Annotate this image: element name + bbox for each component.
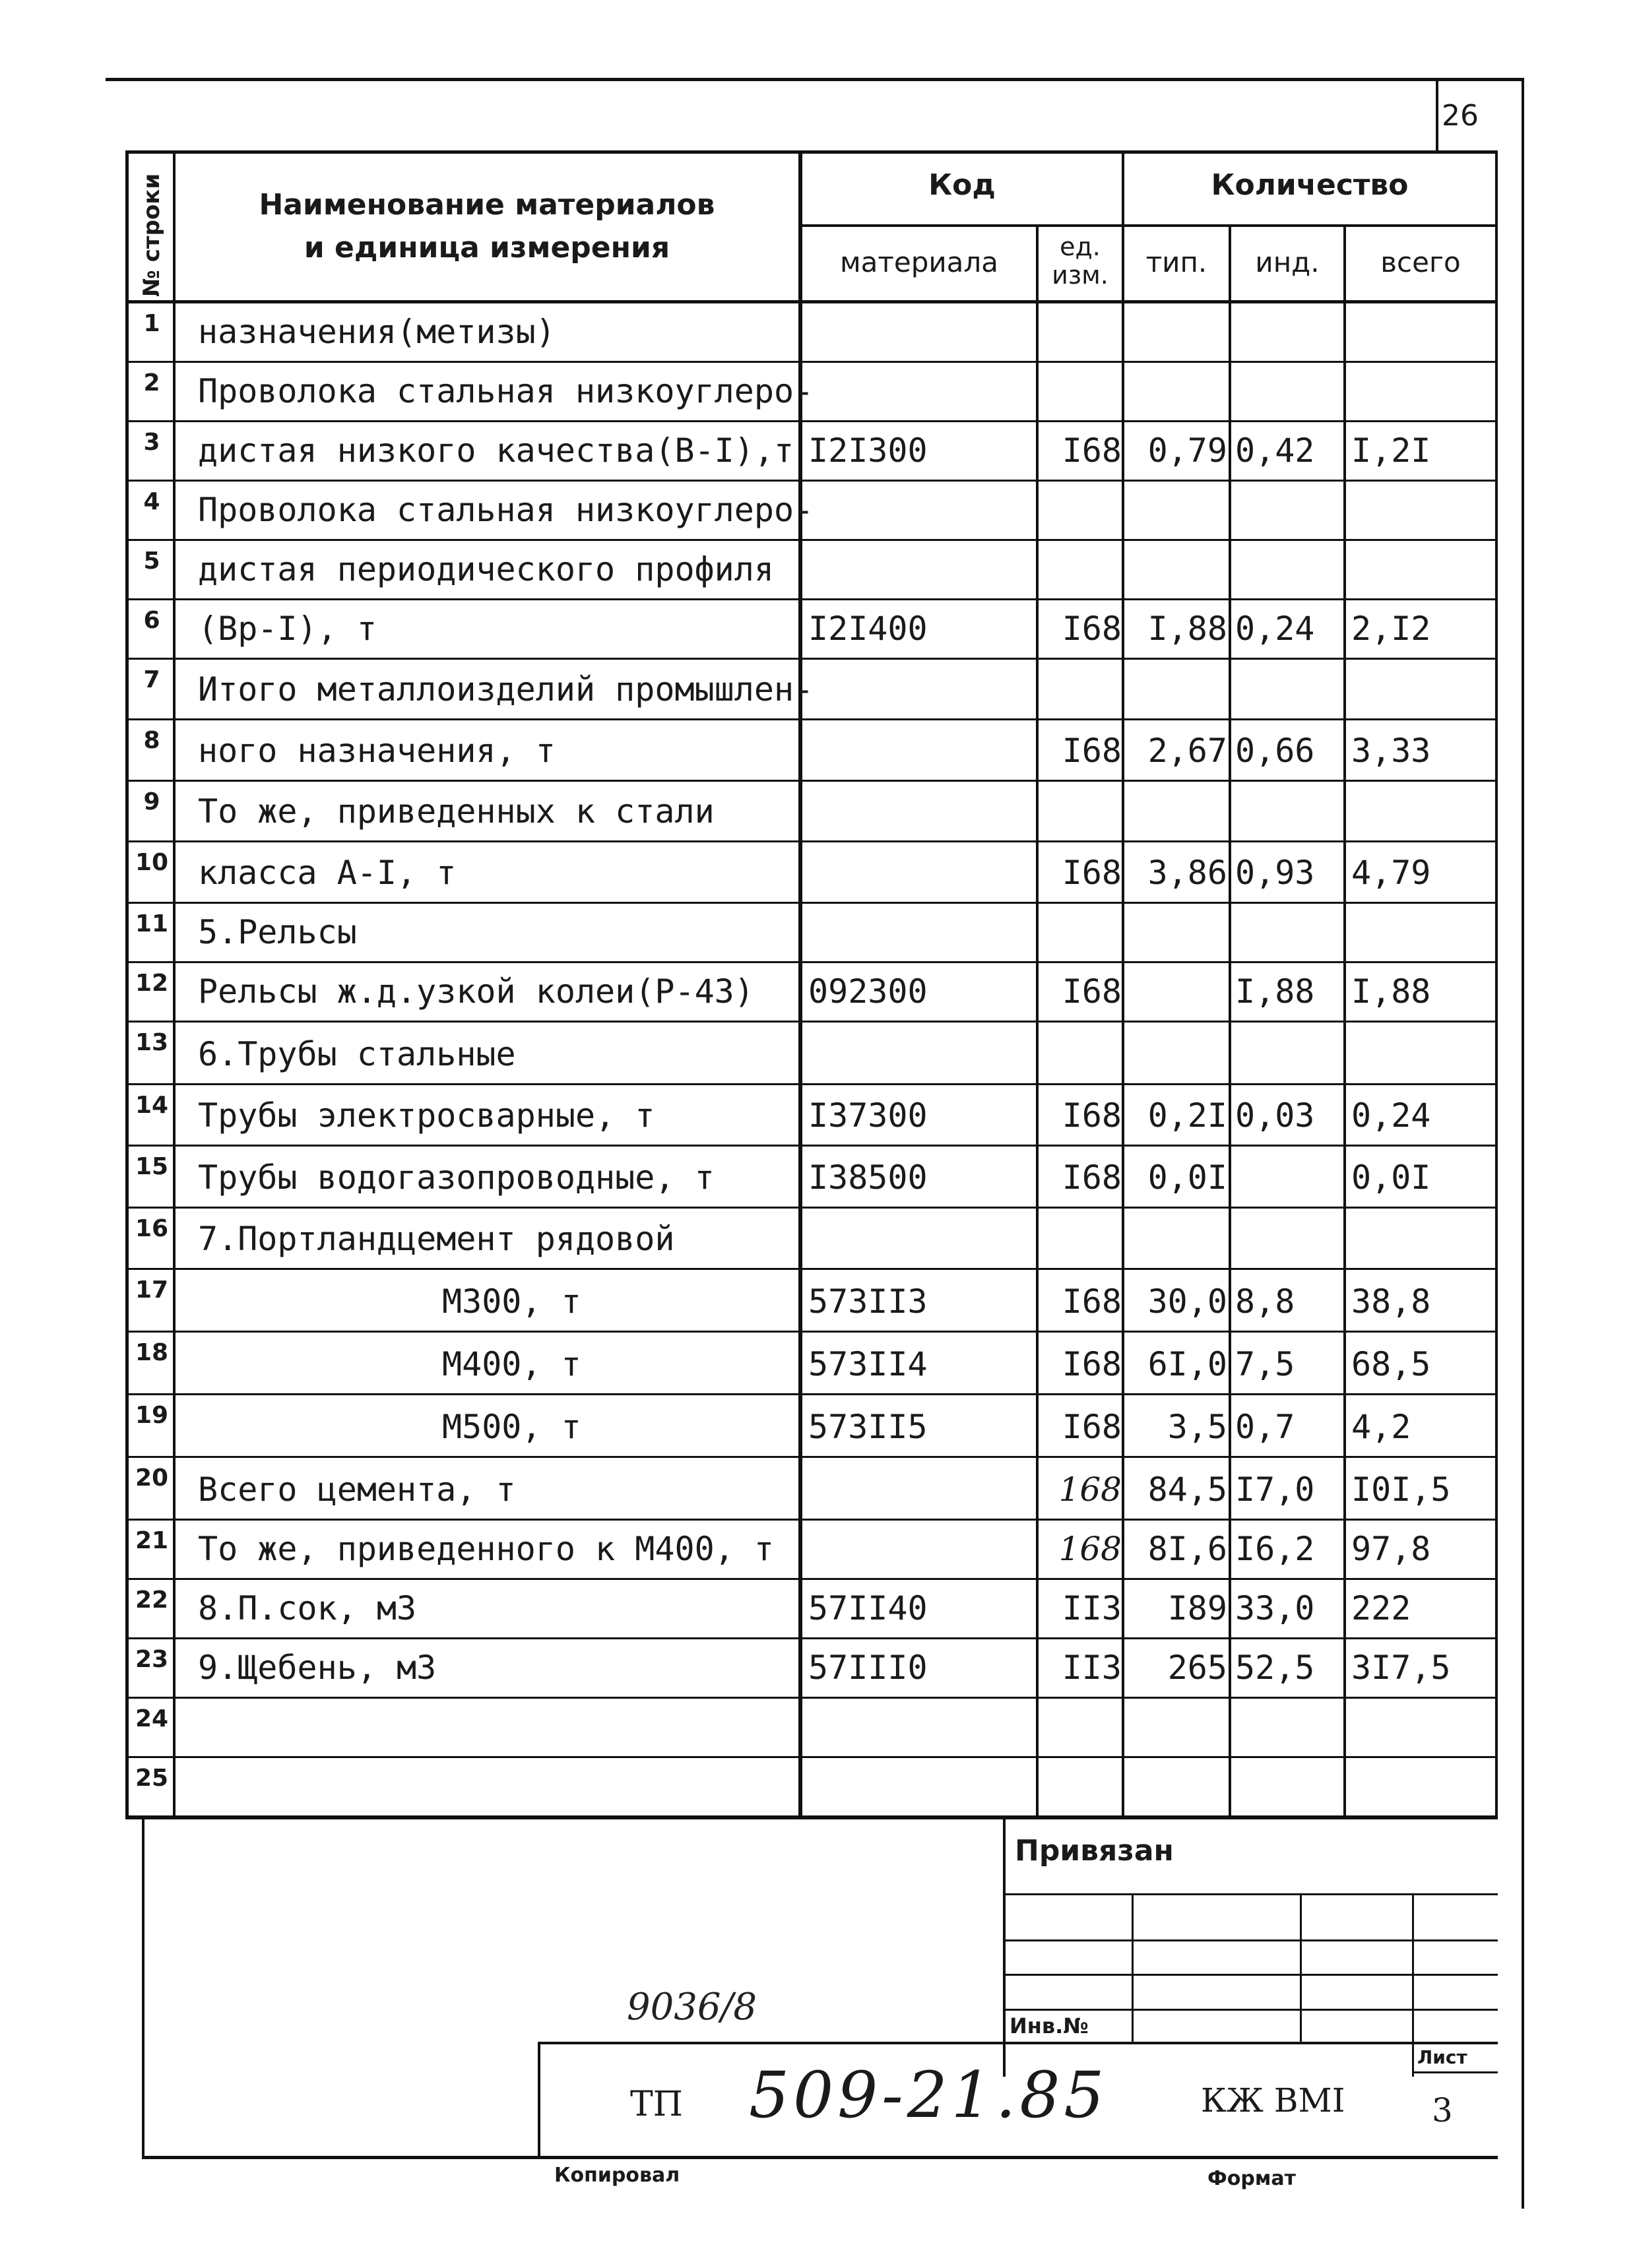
kopiroval-label: Копировал <box>554 2164 680 2187</box>
material-name: 8.П.сок, м3 <box>198 1589 417 1627</box>
right-border <box>1522 78 1524 2209</box>
material-name: дистая низкого качества(В-I),т <box>198 431 794 470</box>
qty-ind: 0,7 <box>1235 1408 1295 1446</box>
sheet-label: Лист <box>1417 2046 1467 2068</box>
unit-code: I68 <box>1062 1408 1122 1446</box>
header-bottom-border <box>125 300 1498 303</box>
privyazan-label: Привязан <box>1015 1834 1174 1868</box>
qty-typ: 3,5 <box>1167 1408 1227 1446</box>
row-divider <box>125 1578 1498 1580</box>
handwritten-number: 9036/8 <box>627 1986 757 2029</box>
row-divider <box>125 480 1498 482</box>
material-code: I37300 <box>808 1096 928 1135</box>
row-number: 25 <box>135 1765 169 1792</box>
material-name: дистая периодического профиля <box>198 550 774 588</box>
qty-total: 222 <box>1351 1589 1411 1627</box>
qty-total: 38,8 <box>1351 1282 1431 1321</box>
unit-code: I68 <box>1062 972 1122 1011</box>
stamp-left-rule <box>538 2042 540 2157</box>
material-code: 57III0 <box>808 1649 928 1687</box>
qty-total: 0,24 <box>1351 1096 1431 1135</box>
qty-typ: 6I,0 <box>1147 1345 1227 1383</box>
row-divider <box>125 539 1498 541</box>
qty-ind: I6,2 <box>1235 1530 1315 1568</box>
qty-ind: I,88 <box>1235 972 1315 1011</box>
qty-ind: 33,0 <box>1235 1589 1315 1627</box>
row-number: 14 <box>135 1092 169 1119</box>
material-name: Всего цемента, т <box>198 1470 516 1509</box>
qty-total: 4,79 <box>1351 854 1431 892</box>
document-code: КЖ ВМI <box>1201 2081 1345 2120</box>
qty-total: 2,I2 <box>1351 610 1431 648</box>
row-divider <box>125 1756 1498 1758</box>
name-header-line1: Наименование материалов <box>259 188 715 222</box>
material-name: Трубы электросварные, т <box>198 1096 655 1135</box>
material-code: 573II3 <box>808 1282 928 1321</box>
qty-typ: 265 <box>1167 1649 1227 1687</box>
material-code: I38500 <box>808 1158 928 1197</box>
bottom-left-rule <box>142 1819 144 2159</box>
unit-code: I68 <box>1062 732 1122 770</box>
name-header-line2: и единица измерения <box>304 231 670 265</box>
unit-code: II3 <box>1062 1649 1122 1687</box>
top-rule <box>106 78 1524 81</box>
row-number: 15 <box>135 1153 169 1180</box>
row-divider <box>125 718 1498 720</box>
row-number: 20 <box>135 1465 169 1492</box>
qty-ind: 0,93 <box>1235 854 1315 892</box>
row-divider <box>125 420 1498 422</box>
material-name: Проволока стальная низкоуглеро- <box>198 491 814 529</box>
qty-total-header: всего <box>1380 246 1461 278</box>
stamp-top-rule <box>538 2042 1498 2044</box>
unit-code: I68 <box>1062 854 1122 892</box>
material-name: М400, т <box>442 1345 581 1383</box>
material-name: Рельсы ж.д.узкой колеи(Р-43) <box>198 972 754 1011</box>
material-name: ного назначения, т <box>198 732 556 770</box>
unit-code: I68 <box>1062 431 1122 470</box>
unit-code: I68 <box>1062 1345 1122 1383</box>
row-divider <box>125 1697 1498 1699</box>
qty-total: 68,5 <box>1351 1345 1431 1383</box>
row-number: 18 <box>135 1339 169 1366</box>
qty-typ: 8I,6 <box>1147 1530 1227 1568</box>
qty-total: 3,33 <box>1351 732 1431 770</box>
unit-code: II3 <box>1062 1589 1122 1627</box>
qty-ind-header: инд. <box>1255 246 1320 278</box>
qty-total: 0,0I <box>1351 1158 1431 1197</box>
row-number: 19 <box>135 1402 169 1429</box>
row-divider <box>125 361 1498 363</box>
row-number: 11 <box>135 910 169 937</box>
material-name: 9.Щебень, м3 <box>198 1649 437 1687</box>
row-divider <box>125 658 1498 660</box>
row-divider <box>125 1145 1498 1147</box>
material-code: I2I400 <box>808 610 928 648</box>
row-number: 12 <box>135 970 169 997</box>
col-divider-unit <box>1122 150 1124 1819</box>
qty-typ: 2,67 <box>1147 732 1227 770</box>
quantity-header: Количество <box>1211 168 1409 202</box>
qty-ind: 0,66 <box>1235 732 1315 770</box>
row-number: 4 <box>143 488 160 515</box>
inv-number-label: Инв.№ <box>1010 2013 1089 2038</box>
qty-ind: 0,03 <box>1235 1096 1315 1135</box>
unit-code: 168 <box>1058 1470 1122 1509</box>
qty-typ: 84,5 <box>1147 1470 1227 1509</box>
qty-ind: 8,8 <box>1235 1282 1295 1321</box>
material-name: назначения(метизы) <box>198 313 556 351</box>
unit-code: I68 <box>1062 1158 1122 1197</box>
privyazan-box-left <box>1003 1819 1006 2077</box>
qty-total: I,2I <box>1351 431 1431 470</box>
row-divider <box>125 902 1498 904</box>
table-left-border <box>125 150 129 1819</box>
qty-typ: I,88 <box>1147 610 1227 648</box>
col-divider-num <box>173 150 176 1819</box>
row-number: 17 <box>135 1276 169 1304</box>
qty-typ-header: тип. <box>1145 246 1207 278</box>
row-number: 24 <box>135 1705 169 1732</box>
row-divider <box>125 1268 1498 1270</box>
page-number-box-left <box>1436 78 1438 150</box>
material-name: Итого металлоизделий промышлен- <box>198 670 814 709</box>
unit-code: I68 <box>1062 610 1122 648</box>
qty-typ: 30,0 <box>1147 1282 1227 1321</box>
material-name: Трубы водогазопроводные, т <box>198 1158 715 1197</box>
qty-typ: 3,86 <box>1147 854 1227 892</box>
material-code: 573II5 <box>808 1408 928 1446</box>
material-name: Проволока стальная низкоуглеро- <box>198 372 814 410</box>
row-number: 2 <box>143 369 160 396</box>
table-top-border <box>125 150 1498 154</box>
sheet-number: 3 <box>1432 2091 1453 2129</box>
material-name: 5.Рельсы <box>198 913 357 951</box>
qty-total: 3I7,5 <box>1351 1649 1451 1687</box>
unit-code: 168 <box>1058 1530 1122 1568</box>
row-divider <box>125 1393 1498 1395</box>
qty-total: 4,2 <box>1351 1408 1411 1446</box>
row-divider <box>125 1637 1498 1639</box>
material-name: М300, т <box>442 1282 581 1321</box>
row-number: 1 <box>143 310 160 337</box>
code-material-header: материала <box>839 246 998 278</box>
qty-ind: 0,42 <box>1235 431 1315 470</box>
row-divider <box>125 1207 1498 1209</box>
row-number-header: № строки <box>139 173 165 297</box>
row-divider <box>125 1083 1498 1085</box>
material-code: 57II40 <box>808 1589 928 1627</box>
material-name: (Вр-I), т <box>198 610 377 648</box>
material-code: 573II4 <box>808 1345 928 1383</box>
row-number: 5 <box>143 548 160 575</box>
header-sub-rule <box>798 224 1498 227</box>
material-name: М500, т <box>442 1408 581 1446</box>
material-name: 6.Трубы стальные <box>198 1035 516 1073</box>
material-code: 092300 <box>808 972 928 1011</box>
code-unit-header-1: ед. <box>1060 232 1101 261</box>
qty-ind: 7,5 <box>1235 1345 1295 1383</box>
material-name: класса А-I, т <box>198 854 457 892</box>
row-number: 9 <box>143 788 160 815</box>
code-header: Код <box>928 168 996 202</box>
qty-typ: 0,2I <box>1147 1096 1227 1135</box>
row-number: 21 <box>135 1527 169 1554</box>
row-number: 8 <box>143 727 160 754</box>
row-divider <box>125 1519 1498 1521</box>
code-unit-header-2: изм. <box>1052 261 1108 290</box>
qty-total: I0I,5 <box>1351 1470 1451 1509</box>
material-name: То же, приведенного к М400, т <box>198 1530 774 1568</box>
row-divider <box>125 1456 1498 1458</box>
qty-ind: I7,0 <box>1235 1470 1315 1509</box>
row-divider <box>125 961 1498 963</box>
table-right-border <box>1495 150 1498 1819</box>
qty-typ: I89 <box>1167 1589 1227 1627</box>
page-number: 26 <box>1442 99 1479 133</box>
row-number: 13 <box>135 1029 169 1056</box>
row-divider <box>125 840 1498 842</box>
row-number: 22 <box>135 1587 169 1614</box>
row-number: 10 <box>135 849 169 876</box>
row-number: 23 <box>135 1646 169 1673</box>
row-divider <box>125 1331 1498 1333</box>
qty-typ: 0,0I <box>1147 1158 1227 1197</box>
qty-ind: 0,24 <box>1235 610 1315 648</box>
table-bottom-border <box>125 1815 1498 1819</box>
row-divider <box>125 598 1498 600</box>
qty-typ: 0,79 <box>1147 431 1227 470</box>
document-number: 509-21.85 <box>749 2058 1108 2132</box>
row-number: 6 <box>143 607 160 634</box>
stamp-bottom-rule <box>142 2156 1498 2159</box>
unit-code: I68 <box>1062 1096 1122 1135</box>
row-number: 16 <box>135 1215 169 1242</box>
material-code: I2I300 <box>808 431 928 470</box>
qty-ind: 52,5 <box>1235 1649 1315 1687</box>
material-name: 7.Портландцемент рядовой <box>198 1220 675 1258</box>
qty-total: 97,8 <box>1351 1530 1431 1568</box>
tp-label: ТП <box>630 2085 684 2124</box>
row-number: 3 <box>143 429 160 456</box>
row-divider <box>125 780 1498 782</box>
unit-code: I68 <box>1062 1282 1122 1321</box>
format-label: Формат <box>1207 2167 1296 2190</box>
row-number: 7 <box>143 666 160 693</box>
row-divider <box>125 1021 1498 1023</box>
qty-total: I,88 <box>1351 972 1431 1011</box>
material-name: То же, приведенных к стали <box>198 792 715 831</box>
